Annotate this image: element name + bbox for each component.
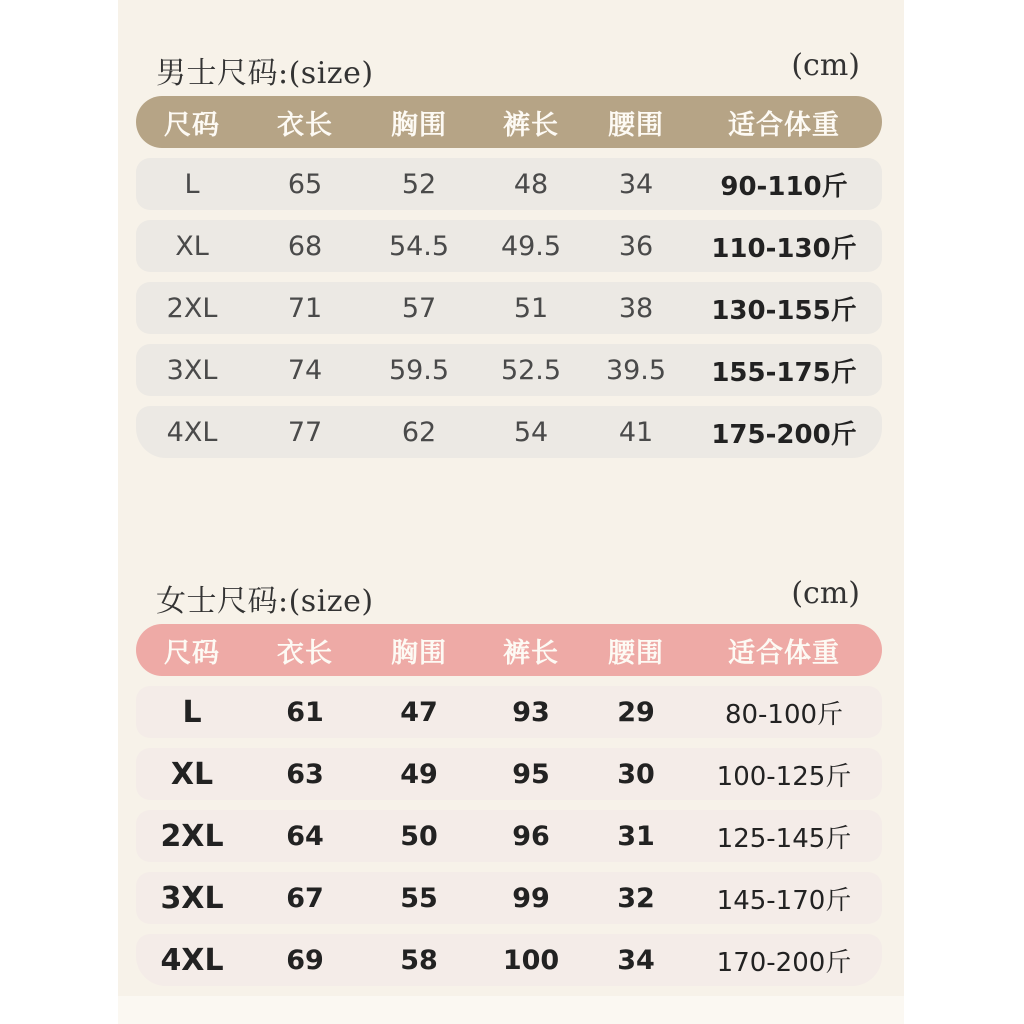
men-table-body: [118, 158, 904, 458]
header-pants-length: 裤长: [503, 109, 559, 141]
table-row: [136, 220, 882, 272]
header-size: 尺码: [164, 109, 220, 141]
header-pants-length: 裤长: [503, 637, 559, 669]
header-chest: 胸围: [391, 109, 447, 141]
pants-length-cell: 100: [502, 944, 560, 976]
women-unit: (cm): [791, 576, 860, 611]
pants-length-cell: 95: [512, 758, 550, 790]
waist-cell: 36: [618, 230, 654, 262]
men-title: 男士尺码:(size): [156, 56, 374, 91]
chest-cell: 58: [400, 944, 438, 976]
weight-cell: 125-145斤: [716, 823, 852, 854]
header-weight: 适合体重: [728, 637, 840, 669]
weight-cell: 110-130斤: [711, 233, 857, 264]
women-table-body: [118, 686, 904, 986]
weight-cell: 170-200斤: [716, 947, 852, 978]
size-cell: 3XL: [160, 880, 224, 916]
weight-cell: 100-125斤: [716, 761, 852, 792]
length-cell: 71: [287, 292, 323, 324]
waist-cell: 31: [617, 820, 655, 852]
pants-length-cell: 96: [512, 820, 550, 852]
size-chart-page: [118, 0, 904, 1024]
bottom-strip: [118, 996, 904, 1024]
chest-cell: 50: [400, 820, 438, 852]
header-waist: 腰围: [608, 637, 664, 669]
waist-cell: 38: [618, 292, 654, 324]
chest-cell: 57: [401, 292, 437, 324]
header-waist: 腰围: [608, 109, 664, 141]
header-weight: 适合体重: [728, 109, 840, 141]
chest-cell: 59.5: [388, 354, 450, 386]
chest-cell: 55: [400, 882, 438, 914]
length-cell: 68: [287, 230, 323, 262]
size-cell: 2XL: [160, 818, 224, 854]
pants-length-cell: 93: [512, 696, 550, 728]
table-row: [136, 344, 882, 396]
length-cell: 61: [286, 696, 324, 728]
weight-cell: 175-200斤: [711, 419, 857, 450]
table-row: [136, 934, 882, 986]
waist-cell: 32: [617, 882, 655, 914]
waist-cell: 34: [618, 168, 654, 200]
weight-cell: 80-100斤: [724, 699, 844, 730]
pants-length-cell: 54: [513, 416, 549, 448]
size-cell: XL: [170, 756, 214, 792]
size-cell: 4XL: [166, 416, 218, 448]
size-cell: 4XL: [160, 942, 224, 978]
header-length: 衣长: [277, 637, 333, 669]
women-title-row: [118, 568, 904, 624]
women-table-header: [136, 624, 882, 676]
chest-cell: 49: [400, 758, 438, 790]
pants-length-cell: 49.5: [500, 230, 562, 262]
length-cell: 63: [286, 758, 324, 790]
table-row: [136, 872, 882, 924]
waist-cell: 34: [617, 944, 655, 976]
men-unit: (cm): [791, 48, 860, 83]
waist-cell: 29: [617, 696, 655, 728]
chest-cell: 62: [401, 416, 437, 448]
waist-cell: 39.5: [605, 354, 667, 386]
header-size: 尺码: [164, 637, 220, 669]
pants-length-cell: 52.5: [500, 354, 562, 386]
length-cell: 65: [287, 168, 323, 200]
men-size-section: [118, 40, 904, 468]
header-chest: 胸围: [391, 637, 447, 669]
table-row: [136, 282, 882, 334]
weight-cell: 130-155斤: [711, 295, 857, 326]
chest-cell: 52: [401, 168, 437, 200]
men-title-row: [118, 40, 904, 96]
length-cell: 64: [286, 820, 324, 852]
size-cell: L: [184, 168, 200, 200]
table-row: [136, 686, 882, 738]
table-row: [136, 406, 882, 458]
size-cell: 2XL: [166, 292, 218, 324]
header-length: 衣长: [277, 109, 333, 141]
length-cell: 67: [286, 882, 324, 914]
size-cell: 3XL: [166, 354, 218, 386]
size-cell: L: [182, 694, 202, 730]
pants-length-cell: 99: [512, 882, 550, 914]
length-cell: 77: [287, 416, 323, 448]
waist-cell: 30: [617, 758, 655, 790]
length-cell: 69: [286, 944, 324, 976]
pants-length-cell: 48: [513, 168, 549, 200]
weight-cell: 145-170斤: [716, 885, 852, 916]
pants-length-cell: 51: [513, 292, 549, 324]
weight-cell: 155-175斤: [711, 357, 857, 388]
weight-cell: 90-110斤: [720, 171, 848, 202]
table-row: [136, 158, 882, 210]
table-row: [136, 748, 882, 800]
chest-cell: 54.5: [388, 230, 450, 262]
table-row: [136, 810, 882, 862]
waist-cell: 41: [618, 416, 654, 448]
size-cell: XL: [175, 230, 209, 262]
women-title: 女士尺码:(size): [156, 584, 374, 619]
chest-cell: 47: [400, 696, 438, 728]
length-cell: 74: [287, 354, 323, 386]
men-table-header: [136, 96, 882, 148]
women-size-section: [118, 568, 904, 996]
